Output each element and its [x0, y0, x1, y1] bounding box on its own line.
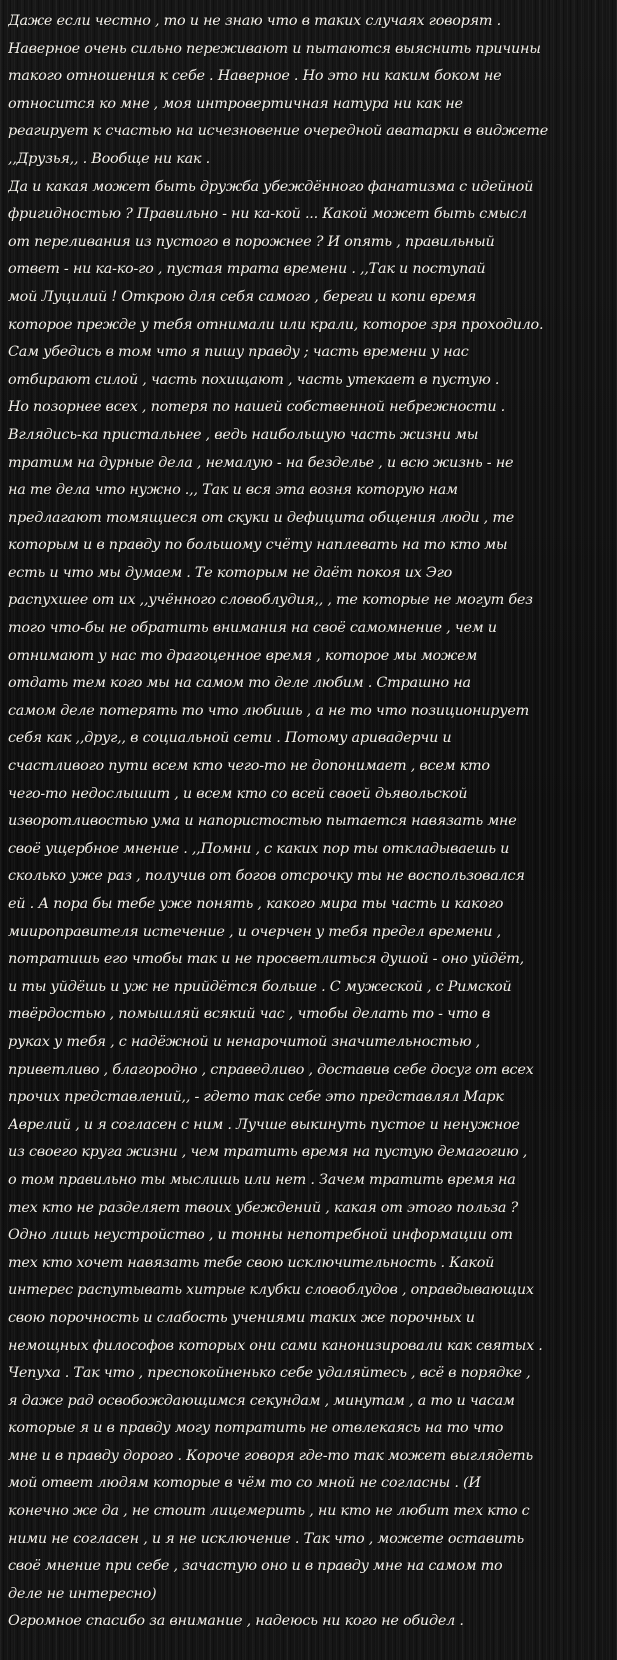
- text-line: изворотливостью ума и напористостью пытается навязать мне: [8, 813, 517, 830]
- text-body: [8, 8, 611, 1636]
- text-line: Наверное очень сильно переживают и пытаются выяснить причины: [8, 40, 541, 57]
- text-line: ,,Друзья,, . Вообще ни как .: [8, 150, 210, 167]
- text-line: которым и в правду по большому счёту наплевать на то кто мы: [8, 537, 508, 554]
- text-line: тратим на дурные дела , немалую - на безделье , и всю жизнь - не: [8, 454, 514, 471]
- text-line: ответ - ни ка-ко-го , пустая трата времени . ,,Так и поступай: [8, 261, 486, 278]
- text-line: на те дела что нужно .,, Так и вся эта возня которую нам: [8, 482, 458, 499]
- text-line: из своего круга жизни , чем тратить время на пустую демагогию ,: [8, 1144, 528, 1161]
- text-line: немощных философов которых они сами канонизировали как святых .: [8, 1337, 543, 1354]
- text-line: конечно же да , не стоит лицемерить , ни кто не любит тех кто с: [8, 1503, 530, 1520]
- text-line: есть и что мы думаем . Те которым не даёт покоя их Эго: [8, 564, 453, 581]
- text-line: я даже рад освобождающимся секундам , минутам , а то и часам: [8, 1392, 515, 1409]
- text-line: Чепуха . Так что , преспокойненько себе удаляйтесь , всё в порядке ,: [8, 1365, 531, 1382]
- text-line: руках у тебя , с надёжной и ненарочитой значительностью ,: [8, 1033, 480, 1050]
- text-line: отбирают силой , часть похищают , часть утекает в пустую .: [8, 371, 500, 388]
- text-line: отнимают у нас то драгоценное время , которое мы можем: [8, 647, 478, 664]
- text-line: мой Луцилий ! Открою для себя самого , береги и копи время: [8, 288, 477, 305]
- text-line: которое прежде у тебя отнимали или крали, которое зря проходило.: [8, 316, 544, 333]
- text-line: тех кто хочет навязать тебе свою исключительность . Какой: [8, 1254, 495, 1271]
- text-line: Но позорнее всех , потеря по нашей собственной небрежности .: [8, 399, 505, 416]
- text-line: тех кто не разделяет твоих убеждений , какая от этого польза ?: [8, 1199, 518, 1216]
- text-line: Аврелий , и я согласен с ним . Лучше выкинуть пустое и ненужное: [8, 1116, 520, 1133]
- text-line: себя как ,,друг,, в социальной сети . Потому аривадерчи и: [8, 730, 452, 747]
- text-line: Огромное спасибо за внимание , надеюсь ни кого не обидел .: [8, 1613, 464, 1630]
- text-line: такого отношения к себе . Наверное . Но это ни каким боком не: [8, 68, 502, 85]
- text-line: распухшее от их ,,учённого словоблудия,, , те которые не могут без: [8, 592, 533, 609]
- text-line: отдать тем кого мы на самом то деле любим . Страшно на: [8, 675, 471, 692]
- text-line: приветливо , благородно , справедливо , доставив себе досуг от всех: [8, 1061, 534, 1078]
- text-line: относится ко мне , моя интровертичная натура ни как не: [8, 95, 463, 112]
- text-line: ними не согласен , и я не исключение . Так что , можете оставить: [8, 1530, 524, 1547]
- text-line: Сам убедись в том что я пишу правду ; часть времени у нас: [8, 344, 469, 361]
- text-line: твёрдостью , помышляй всякий час , чтобы делать то - что в: [8, 1006, 491, 1023]
- text-line: и ты уйдёшь и уж не прийдётся больше . С мужеской , с Римской: [8, 978, 512, 995]
- text-line: мне и в правду дорого . Короче говоря где-то так может выглядеть: [8, 1447, 534, 1464]
- text-line: Даже если честно , то и не знаю что в таких случаях говорят .: [8, 13, 501, 29]
- text-line: того что-бы не обратить внимания на своё самомнение , чем и: [8, 620, 497, 637]
- text-line: реагирует к счастью на исчезновение очередной аватарки в виджете: [8, 123, 548, 140]
- text-line: от переливания из пустого в порожнее ? И опять , правильный: [8, 233, 495, 250]
- text-line: потратишь его чтобы так и не просветлиться душой - оно уйдёт,: [8, 951, 524, 968]
- text-line: Одно лишь неустройство , и тонны непотребной информации от: [8, 1227, 513, 1244]
- text-line: Да и какая может быть дружба убеждённого фанатизма с идейной: [8, 178, 534, 195]
- text-line: сколько уже раз , получив от богов отсрочку ты не воспользовался: [8, 868, 525, 885]
- text-line: свою порочность и слабость учениями таких же порочных и: [8, 1309, 475, 1326]
- text-line: мой ответ людям которые в чём то со мной не согласны . (И: [8, 1475, 481, 1492]
- text-line: самом деле потерять то что любишь , а не то что позиционирует: [8, 702, 529, 719]
- text-line: интерес распутывать хитрые клубки словоблудов , оправдывающих: [8, 1282, 534, 1299]
- text-line: своё ущербное мнение . ,,Помни , с каких пор ты откладываешь и: [8, 840, 510, 857]
- text-line: которые я и в правду могу потратить не отвлекаясь на то что: [8, 1420, 504, 1437]
- text-line: Вглядись-ка пристальнее , ведь наибольшую часть жизни мы: [8, 426, 479, 443]
- text-line: деле не интересно): [8, 1585, 157, 1602]
- text-line: чего-то недослышит , и всем кто со всей своей дьявольской: [8, 785, 468, 802]
- text-line: предлагают томящиеся от скуки и дефицита общения люди , те: [8, 509, 514, 526]
- text-line: о том правильно ты мыслишь или нет . Зачем тратить время на: [8, 1171, 516, 1188]
- text-line: счастливого пути всем кто чего-то не допонимает , всем кто: [8, 758, 490, 775]
- text-line: миироправителя истечение , и очерчен у тебя предел времени ,: [8, 923, 501, 940]
- text-line: фригидностью ? Правильно - ни ка-кой ... Какой может быть смысл: [8, 206, 527, 223]
- text-line: своё мнение при себе , зачастую оно и в правду мне на самом то: [8, 1558, 503, 1575]
- text-line: прочих представлений,, - гдето так себе это представлял Марк: [8, 1089, 504, 1106]
- text-line: ей . А пора бы тебе уже понять , какого мира ты часть и какого: [8, 896, 504, 912]
